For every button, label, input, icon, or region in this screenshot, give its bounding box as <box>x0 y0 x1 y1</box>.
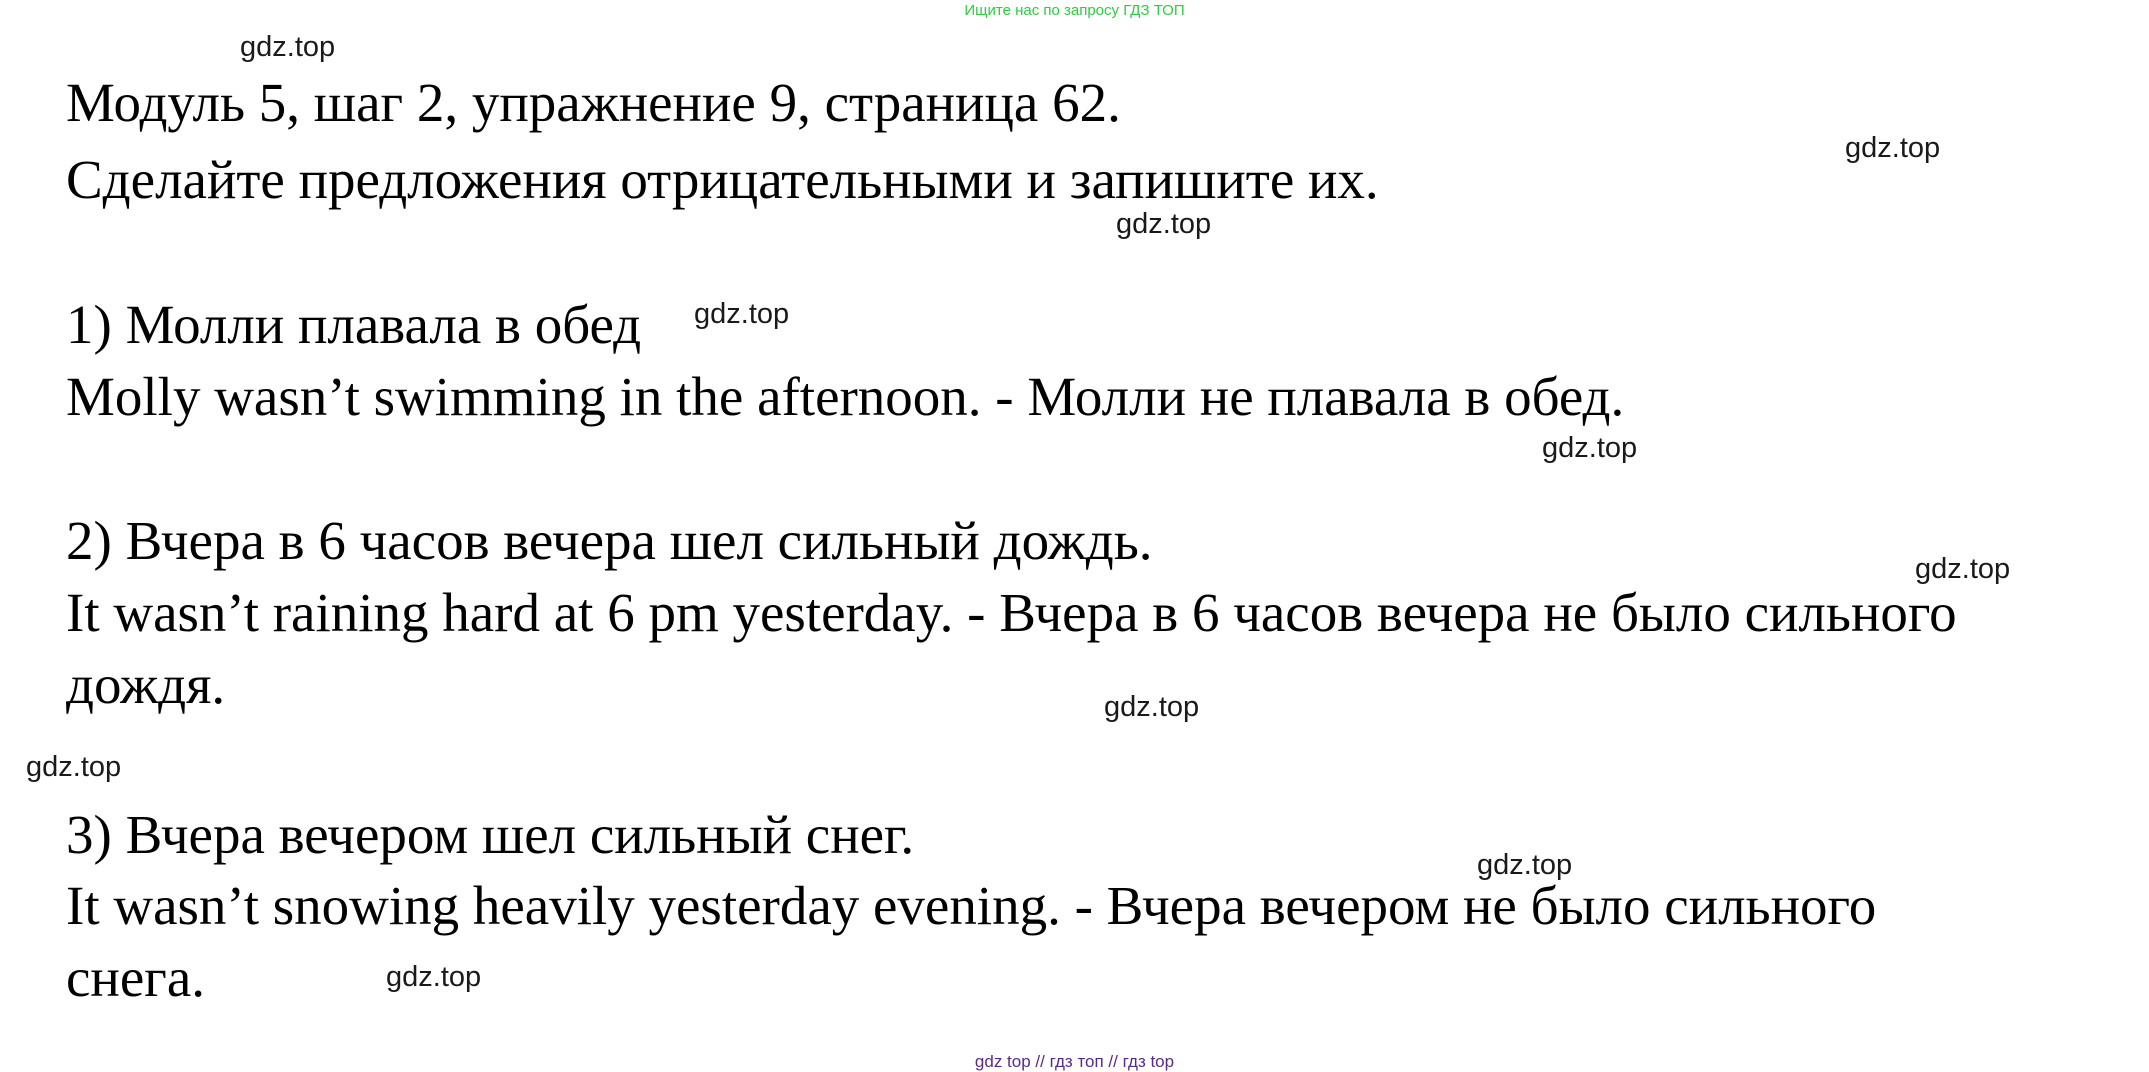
watermark: gdz.top <box>1116 208 1212 240</box>
watermark: gdz.top <box>1542 432 1638 464</box>
watermark: gdz.top <box>386 961 482 993</box>
search-hint-banner: Ищите нас по запросу ГДЗ ТОП <box>964 2 1185 19</box>
watermark: gdz.top <box>694 298 790 330</box>
item-2-prompt: 2) Вчера в 6 часов вечера шел сильный дождь. <box>66 510 1153 571</box>
footer-tags: gdz top // гдз топ // гдз top <box>974 1052 1175 1071</box>
watermark: gdz.top <box>240 31 336 63</box>
page-title: Модуль 5, шаг 2, упражнение 9, страница 62. <box>66 72 1121 133</box>
item-1-prompt: 1) Молли плавала в обед <box>66 294 642 355</box>
item-3-answer: It wasn’t snowing heavily yesterday evening. - Вчера вечером не было сильного <box>66 875 1877 936</box>
item-3-prompt: 3) Вчера вечером шел сильный снег. <box>66 804 915 865</box>
watermark: gdz.top <box>26 751 122 783</box>
watermark: gdz.top <box>1104 691 1200 723</box>
item-1-answer: Molly wasn’t swimming in the afternoon. - Молли не плавала в обед. <box>66 366 1625 427</box>
exercise-instruction: Сделайте предложения отрицательными и запишите их. <box>66 149 1379 210</box>
item-3-answer-continuation: снега. <box>66 947 205 1008</box>
watermark: gdz.top <box>1845 132 1941 164</box>
watermark: gdz.top <box>1477 849 1573 881</box>
watermark: gdz.top <box>1915 553 2011 585</box>
item-2-answer-continuation: дождя. <box>66 654 226 715</box>
item-2-answer: It wasn’t raining hard at 6 pm yesterday. - Вчера в 6 часов вечера не было сильного <box>66 582 1957 643</box>
